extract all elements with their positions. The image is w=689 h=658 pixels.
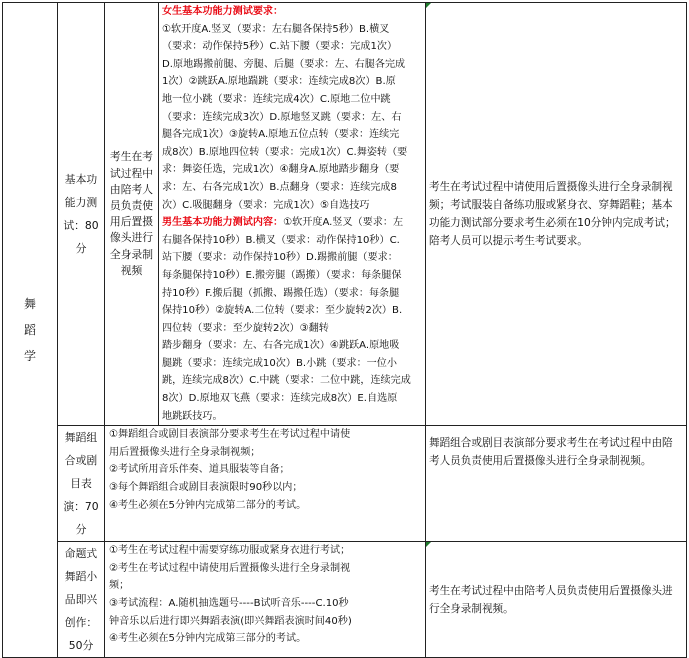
req-line: 腿各完成1次）③旋转A.原地五位点转（要求：连续完 (162, 129, 400, 141)
req-line: ②考生在考试过程中请使用后置摄像头进行全身录制视 (109, 562, 351, 574)
req-line: ③考试流程：A.随机抽选题号----B试听音乐----C.10秒 (109, 598, 349, 610)
table-row (3, 542, 687, 658)
req-line: ④考生必须在5分钟内完成第二部分的考试。 (109, 499, 307, 511)
remark-text: 舞蹈组合或剧目表演部分要求考生在考试过程中由陪考人员负责使用后置摄像头进行全身录制视频。 (429, 437, 673, 468)
category-cell (3, 3, 58, 658)
female-section-title: 女生基本功能力测试要求： (162, 6, 284, 17)
subject-cell (58, 426, 105, 542)
req-line: ①考生在考试过程中需要穿练功服或紧身衣进行考试； (109, 545, 351, 557)
req-line: 踏步翻身（要求：左、右各完成1次）④跳跃A.原地吸 (162, 340, 400, 352)
remark-cell (426, 542, 687, 658)
category-label: 舞蹈学 (23, 297, 36, 364)
male-section-line (162, 214, 423, 232)
req-line: 钟音乐以后进行即兴舞蹈表演(即兴舞蹈表演时间40秒) (109, 615, 352, 627)
req-line: ①软开度A.竖叉（要求：左右腿各保持5秒）B.横叉 (162, 23, 390, 35)
subject-label: 舞蹈组合或剧目表演：70分 (63, 431, 99, 537)
remark-cell (426, 426, 687, 542)
remark-text: 考生在考试过程中由陪考人员负责使用后置摄像头进行全身录制视频。 (429, 584, 673, 615)
male-section-title: 男生基本功能力测试内容： (162, 217, 284, 229)
req-line: 地一位小跳（要求：连续完成4次）C.原地二位中跳 (162, 93, 391, 105)
req-line: 持10秒）F.搬后腿（抓搬、踢搬任选）（要求：每条腿 (162, 287, 400, 299)
table-row (3, 426, 687, 542)
requirements-cell (105, 542, 426, 658)
req-line: 用后置摄像头进行全身录制视频； (109, 446, 261, 458)
requirements-cell (105, 426, 426, 542)
req-line: 8次）D.原地双飞燕（要求：连续完成8次）E.自选原 (162, 393, 398, 405)
comment-marker (426, 542, 431, 547)
req-line: D.原地踢搬前腿、旁腿、后腿（要求：左、右腿各完成 (162, 58, 406, 70)
req-line: ②考试所用音乐伴奏、道具服装等自备； (109, 464, 290, 476)
subject-label: 基本功能力测试：80分 (63, 173, 99, 256)
subject-cell (58, 3, 105, 426)
req-line: 1次）②跳跃A.原地踹跳（要求：连续完成8次）B.原 (162, 76, 396, 88)
req-line: 频； (109, 580, 130, 592)
requirements-cell (159, 3, 426, 426)
req-line: 站下腰（要求：动作保持10秒）D.踢搬前腿（要求： (162, 252, 398, 264)
req-line: 求：舞姿任选，完成1次）④翻身A.原地踏步翻身（要 (162, 164, 400, 176)
subject-label: 命题式舞蹈小品即兴创作：50分 (64, 547, 98, 653)
req-line: 跳，连续完成8次）C.中跳（要求：二位中跳，连续完成 (162, 375, 411, 387)
req-line: 腿跳（要求：连续完成10次）B.小跳（要求：一位小 (162, 357, 397, 369)
exam-requirements-table (2, 2, 687, 658)
remark-cell (426, 3, 687, 426)
req-line: ③每个舞蹈组合或剧目表演限时90秒以内； (109, 482, 303, 494)
req-line: 每条腿保持10秒）E.搬旁腿（踢搬）（要求：每条腿保 (162, 269, 402, 281)
subject-cell (58, 542, 105, 658)
req-line: ①软开度A.竖叉（要求：左 (283, 217, 404, 229)
req-line: 地跳跃技巧。 (162, 410, 223, 422)
req-line: ④考生必须在5分钟内完成第三部分的考试。 (109, 633, 307, 645)
req-line: 四位转（要求：至少旋转2次）③翻转 (162, 322, 329, 334)
req-line: （要求：连续完成3次）D.原地竖叉跳（要求：左、右 (162, 111, 402, 123)
comment-marker (426, 3, 431, 8)
req-line: 右腿各保持10秒）B.横叉（要求：动作保持10秒）C. (162, 234, 400, 246)
recording-note: 考生在考试过程中由陪考人员负责使用后置摄像头进行全身录制视频 (109, 150, 154, 277)
recording-note-cell (105, 3, 159, 426)
table-row (3, 3, 687, 426)
req-line: 保持10秒）②旋转A.二位转（要求：至少旋转2次）B. (162, 305, 403, 317)
req-line: 成8次）B.原地四位转（要求：完成1次）C.舞姿转（要 (162, 146, 408, 158)
req-line: 求：左、右各完成1次）B.点翻身（要求：连续完成8 (162, 181, 397, 193)
req-line: 次）C.吸腿翻身（要求：完成1次）⑤自选技巧 (162, 199, 370, 211)
req-line: （要求：动作保持5秒）C.站下腰（要求：完成1次） (162, 41, 398, 53)
req-line: ①舞蹈组合或剧目表演部分要求考生在考试过程中请使 (109, 429, 351, 441)
remark-text: 考生在考试过程中请使用后置摄像头进行全身录制视频；考试服装自备练功服或紧身衣、穿舞蹈鞋；基本功能力测试部分要求考生必须在10分钟内完成考试；陪考人员可以提示考生考试要求。 (429, 181, 676, 248)
